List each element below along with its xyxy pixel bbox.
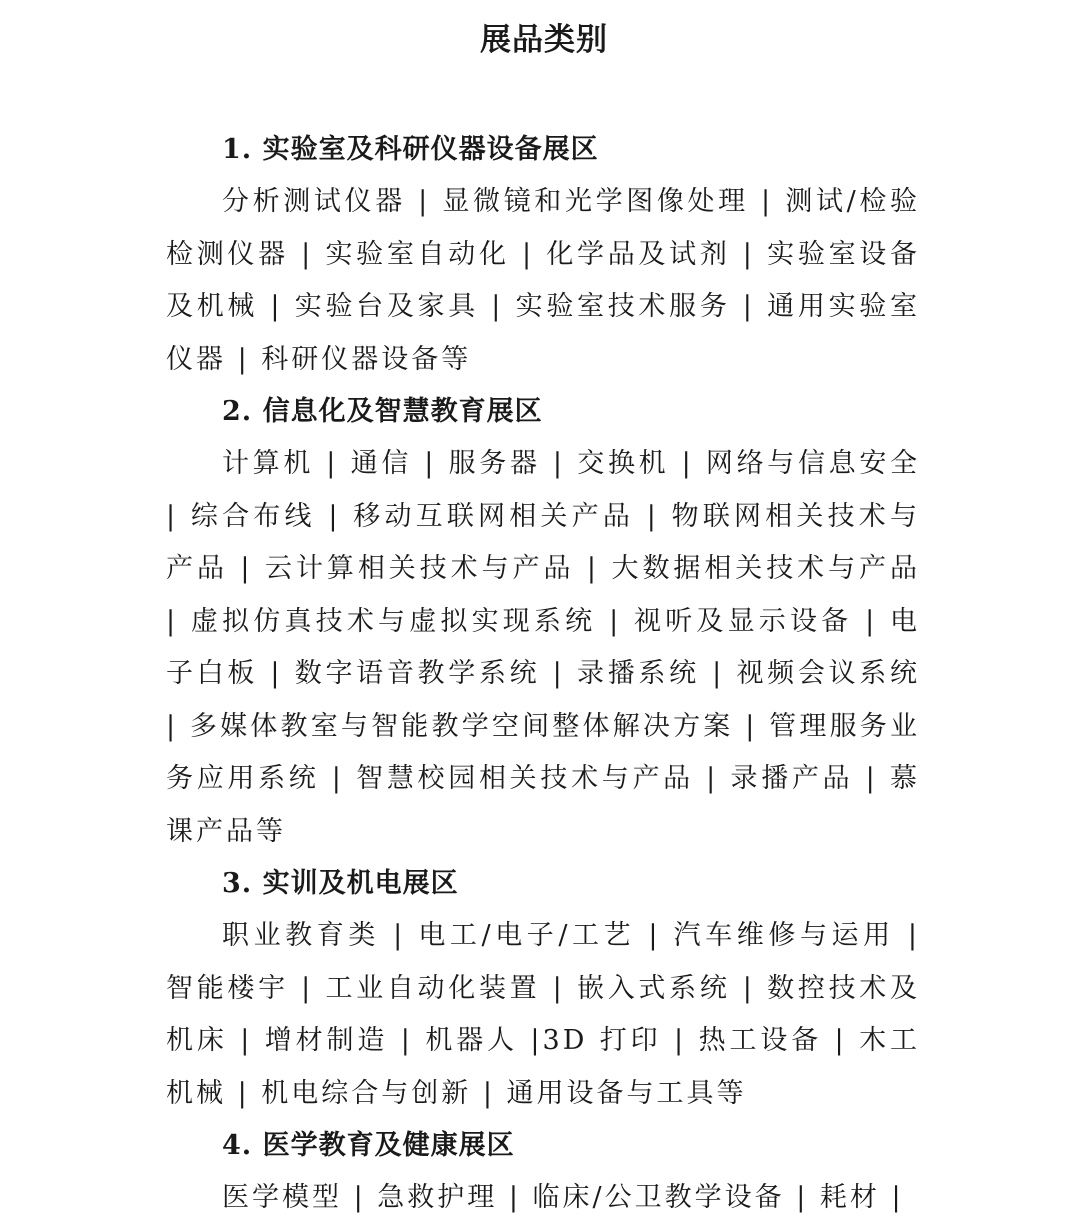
section-medical-education	[166, 1120, 920, 1225]
section-training-electromechanical	[166, 858, 920, 1120]
section-heading: 1. 实验室及科研仪器设备展区	[222, 134, 599, 165]
section-heading: 4. 医学教育及健康展区	[222, 1130, 515, 1161]
section-body: 职业教育类 | 电工/电子/工艺 | 汽车维修与运用 | 智能楼宇 | 工业自动化装置 | 嵌入式系统 | 数控技术及机床 | 增材制造 | 机器人 |3D 打印 | 热工设备 | 木工机械 | 机电综合与创新 | 通用设备与工具等	[166, 920, 920, 1109]
section-heading: 2. 信息化及智慧教育展区	[222, 396, 543, 427]
section-laboratory-equipment	[166, 124, 920, 386]
document-content	[166, 124, 920, 1225]
section-informatization-education	[166, 386, 920, 858]
page-title: 展品类别	[480, 22, 608, 58]
section-body: 计算机 | 通信 | 服务器 | 交换机 | 网络与信息安全 | 综合布线 | 移动互联网相关产品 | 物联网相关技术与产品 | 云计算相关技术与产品 | 大数据相关技术与产品 | 虚拟仿真技术与虚拟实现系统 | 视听及显示设备 | 电子白板 | 数字语音教学系统 | 录播系统 | 视频会议系统 | 多媒体教室与智能教学空间整体解决方案 | 管理服务业务应用系统 | 智慧校园相关技术与产品 | 录播产品 | 慕课产品等	[166, 448, 920, 847]
section-body: 分析测试仪器 | 显微镜和光学图像处理 | 测试/检验检测仪器 | 实验室自动化 | 化学品及试剂 | 实验室设备及机械 | 实验台及家具 | 实验室技术服务 | 通用实验室仪器 | 科研仪器设备等	[166, 186, 920, 375]
section-heading: 3. 实训及机电展区	[222, 868, 459, 899]
section-body: 医学模型 | 急救护理 | 临床/公卫教学设备 | 耗材 |	[222, 1182, 904, 1213]
